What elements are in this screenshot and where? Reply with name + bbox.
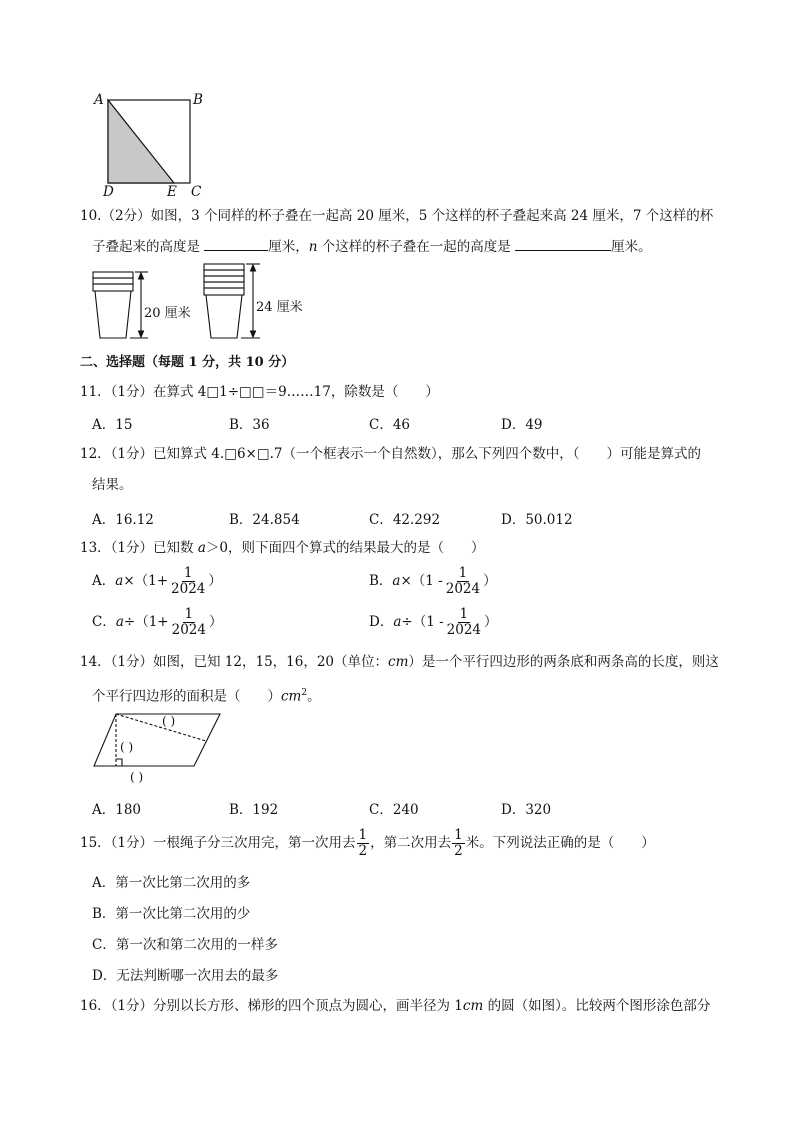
q13-option-c[interactable] xyxy=(92,607,222,638)
parallelogram-figure xyxy=(88,708,228,788)
q10-blank-1[interactable] xyxy=(204,236,268,251)
q13-option-d[interactable] xyxy=(369,607,498,638)
q13-option-b[interactable] xyxy=(369,566,497,597)
q12-option-b[interactable]: B．24.854 xyxy=(229,512,300,528)
parallelogram-mid-label: ( ) xyxy=(120,740,134,754)
q12-stem: 12．（1分）已知算式 4.□6×□.7（一个框表示一个自然数），那么下列四个数中，（ ）可能是算式的 xyxy=(80,446,701,462)
cups-label-24: 24 厘米 xyxy=(256,300,303,315)
vertex-label-a: A xyxy=(94,92,104,108)
q15-option-b[interactable]: B．第一次比第二次用的少 xyxy=(92,906,251,922)
q13-a-op: ×（1+ xyxy=(123,573,169,589)
q13-c-fraction xyxy=(170,607,208,638)
q14-stem-2 xyxy=(92,683,321,707)
q10-text-b: 厘米， xyxy=(268,239,309,255)
q13-d-var: a xyxy=(393,614,402,630)
q11-option-d[interactable]: D．49 xyxy=(501,417,543,433)
vertex-label-b: B xyxy=(193,92,203,108)
q13-b-var: a xyxy=(392,573,401,589)
q10-line1 xyxy=(80,206,713,226)
q15-fraction-2 xyxy=(452,828,465,859)
q10-score: （2分） xyxy=(101,208,151,224)
q13-a-fraction xyxy=(169,566,207,597)
q13-a-label: A． xyxy=(92,573,116,589)
q13-d-op: ÷（1 - xyxy=(401,614,444,630)
q15-option-d[interactable]: D．无法判断哪一次用去的最多 xyxy=(92,968,279,984)
q13-c-den: 2024 xyxy=(171,622,206,638)
q11-option-a[interactable]: A．15 xyxy=(92,417,133,433)
q13-d-close: ） xyxy=(484,614,498,630)
q13-c-label: C． xyxy=(92,614,116,630)
q13-b-label: B． xyxy=(369,573,393,589)
q15-stem-b: ，第二次用去 xyxy=(370,835,452,851)
q13-var-a: a xyxy=(197,540,206,556)
q13-a-num: 1 xyxy=(183,565,193,581)
q14-unit: cm xyxy=(388,654,409,670)
q13-b-num: 1 xyxy=(458,565,468,581)
q14-stem2-sup: 2 xyxy=(301,688,308,698)
q13-a-var: a xyxy=(115,573,124,589)
parallelogram-bottom-label: ( ) xyxy=(130,770,144,784)
q12-option-c[interactable]: C．42.292 xyxy=(369,512,441,528)
q15-option-a[interactable]: A．第一次比第二次用的多 xyxy=(92,875,251,891)
q12-stem-2: 结果。 xyxy=(92,477,133,493)
q15-f2-num: 1 xyxy=(454,827,463,843)
q13-a-den: 2024 xyxy=(171,581,206,597)
section-heading: 二、选择题（每题 1 分，共 10 分） xyxy=(80,355,295,370)
q13-b-fraction xyxy=(444,566,482,597)
q13-stem xyxy=(80,538,484,558)
cups-label-20: 20 厘米 xyxy=(144,306,191,321)
q15-f1-den: 2 xyxy=(358,843,368,859)
q14-option-c[interactable]: C．240 xyxy=(369,802,419,818)
q11-stem: 11．（1分）在算式 4□1÷□□＝9……17，除数是（ ） xyxy=(80,384,439,400)
q16-stem-b: 的圆（如图）。比较两个图形涂色部分 xyxy=(483,998,711,1014)
q13-c-op: ÷（1+ xyxy=(123,614,169,630)
parallelogram-top-label: ( ) xyxy=(162,714,176,728)
q13-option-a[interactable] xyxy=(92,566,222,597)
q16-stem-a: 16．（1分）分别以长方形、梯形的四个顶点为圆心，画半径为 1 xyxy=(80,998,463,1014)
q13-c-var: a xyxy=(115,614,124,630)
q16-stem xyxy=(80,996,710,1016)
q15-option-c[interactable]: C．第一次和第二次用的一样多 xyxy=(92,937,278,953)
q13-b-den: 2024 xyxy=(445,581,481,597)
q14-stem2-unit: cm xyxy=(281,688,302,705)
q13-stem-a: 13．（1分）已知数 xyxy=(80,540,198,556)
q11-option-c[interactable]: C．46 xyxy=(369,417,411,433)
q10-text-line1: 如图，3 个同样的杯子叠在一起高 20 厘米，5 个这样的杯子叠起来高 24 厘米，7 个这样的杯 xyxy=(150,208,714,224)
q12-option-a[interactable]: A．16.12 xyxy=(92,512,154,528)
q10-text-a: 子叠起来的高度是 xyxy=(92,239,200,255)
q15-stem xyxy=(80,826,655,860)
q10-line2 xyxy=(92,236,652,257)
q14-stem2-end: 。 xyxy=(307,688,321,705)
q13-d-den: 2024 xyxy=(446,622,482,638)
q14-stem2-a: 个平行四边形的面积是（ ） xyxy=(92,688,281,705)
q13-b-op: ×（1 - xyxy=(400,573,443,589)
q16-unit: cm xyxy=(462,998,484,1014)
q10-text-d: 厘米。 xyxy=(611,239,652,255)
q14-option-b[interactable]: B．192 xyxy=(229,802,279,818)
q13-d-fraction xyxy=(445,607,483,638)
q14-stem-b: ）是一个平行四边形的两条底和两条高的长度，则这 xyxy=(408,654,719,670)
q11-option-b[interactable]: B．36 xyxy=(229,417,270,433)
vertex-label-e: E xyxy=(167,184,177,200)
vertex-label-d: D xyxy=(103,184,114,200)
q14-option-a[interactable]: A．180 xyxy=(92,802,142,818)
q13-a-close: ） xyxy=(208,573,222,589)
q14-stem-a: 14．（1分）如图，已知 12，15，16，20（单位： xyxy=(80,654,389,670)
q10-blank-2[interactable] xyxy=(515,236,611,251)
q10-number: 10. xyxy=(80,208,102,224)
q13-d-num: 1 xyxy=(459,606,469,622)
q15-stem-c: 米。下列说法正确的是（ ） xyxy=(465,835,655,851)
q13-d-label: D． xyxy=(369,614,394,630)
vertex-label-c: C xyxy=(191,184,202,200)
q10-var-n: n xyxy=(308,239,318,255)
q13-c-num: 1 xyxy=(184,606,194,622)
q10-text-c: 个这样的杯子叠在一起的高度是 xyxy=(317,239,511,255)
q13-c-close: ） xyxy=(208,614,223,630)
q13-stem-b: ＞0，则下面四个算式的结果最大的是（ ） xyxy=(205,540,485,556)
q15-fraction-1 xyxy=(357,828,370,859)
q14-stem xyxy=(80,652,719,672)
q15-f2-den: 2 xyxy=(454,843,463,859)
q15-f1-num: 1 xyxy=(358,827,368,843)
q13-b-close: ） xyxy=(483,573,497,589)
q15-stem-a: 15．（1分）一根绳子分三次用完，第一次用去 xyxy=(80,835,356,851)
q14-option-d[interactable]: D．320 xyxy=(501,802,552,818)
q12-option-d[interactable]: D．50.012 xyxy=(501,512,573,528)
